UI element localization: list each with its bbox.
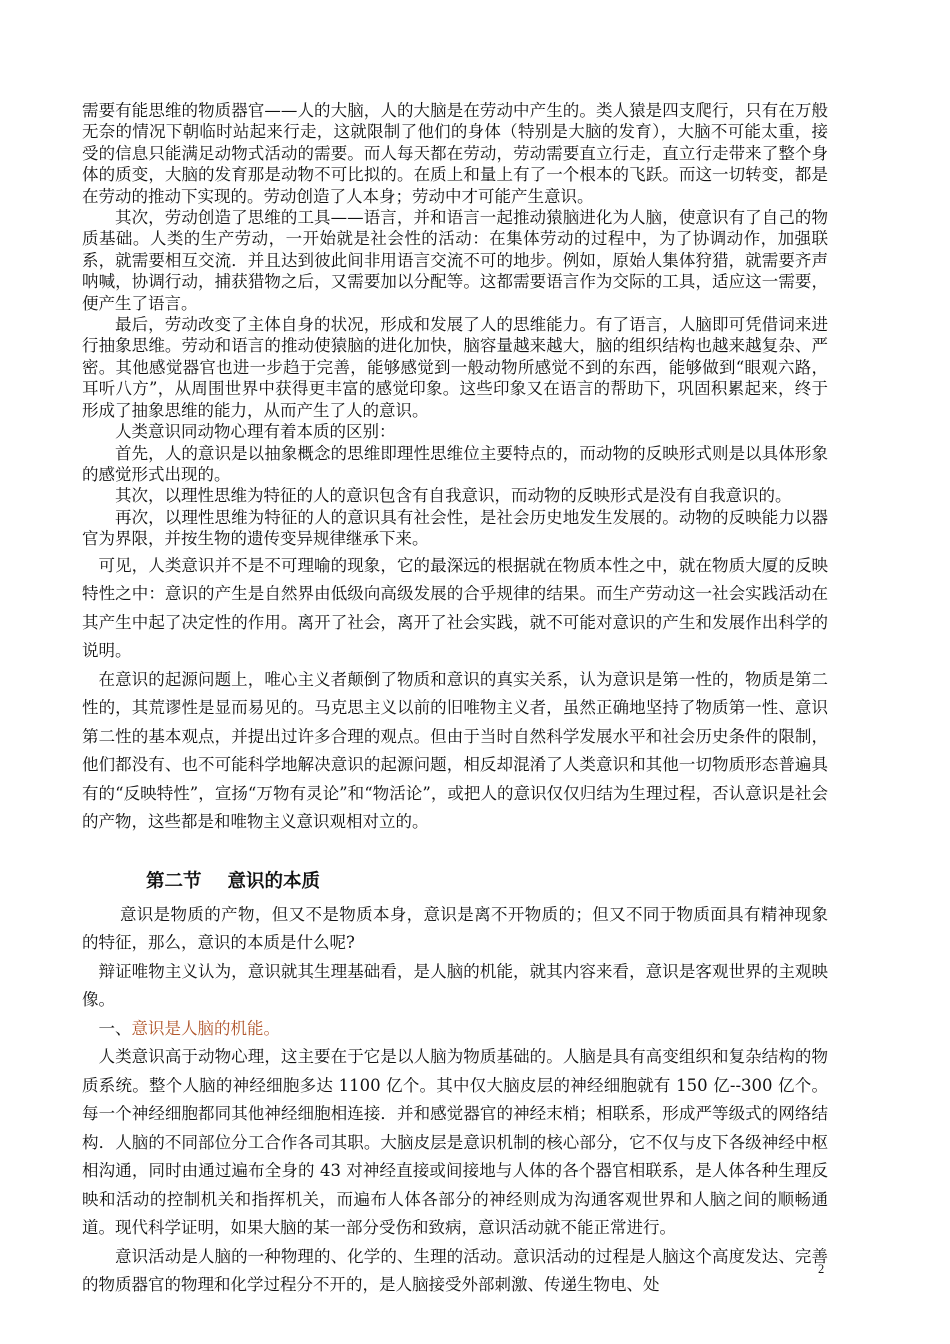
section-number: 第二节 (146, 870, 202, 892)
section-heading (82, 869, 828, 895)
section-title: 意识的本质 (227, 870, 321, 892)
body-paragraph: 人类意识同动物心理有着本质的区别： (115, 422, 396, 442)
body-paragraph: 可见，人类意识并不是不可理喻的现象，它的最深远的根据就在物质本性之中，就在物质大厦的反映特性之中：意识的产生是自然界由低级向高级发展的合乎规律的结果。而生产劳动这一社会实践活动在其产生中起了决定性的作用。离开了社会，离开了社会实践，就不可能对意识的产生和发展作出科学的说明。 (82, 555, 828, 661)
body-paragraph: 需要有能思维的物质器官——人的大脑，人的大脑是在劳动中产生的。类人猿是四支爬行，只有在万般无奈的情况下朝临时站起来行走，这就限制了他们的身体（特别是大脑的发育），大脑不可能太重，接受的信息只能满足动物式活动的需要。而人每天都在劳动，劳动需要直立行走，直立行走带来了整个身体的质变，大脑的发育那是动物不可比拟的。在质上和量上有了一个根本的飞跃。而这一切转变，都是在劳动的推动下实现的。劳动创造了人本身；劳动中才可能产生意识。 (82, 101, 828, 206)
page-number: 2 (818, 1262, 825, 1276)
document-body (82, 100, 828, 1300)
body-paragraph: 在意识的起源问题上，唯心主义者颠倒了物质和意识的真实关系，认为意识是第一性的，物质是第二性的，其荒谬性是显而易见的。马克思主义以前的旧唯物主义者，虽然正确地坚持了物质第一性、意识第二性的基本观点，并提出过许多合理的观点。但由于当时自然科学发展水平和社会历史条件的限制，他们都没有、也不可能科学地解决意识的起源问题，相反却混淆了人类意识和其他一切物质形态普遍具有的“反映特性”，宣扬“万物有灵论”和“物活论”，或把人的意识仅仅归结为生理过程，否认意识是社会的产物，这些都是和唯物主义意识观相对立的。 (82, 669, 828, 832)
subheading-prefix: 一、 (98, 1018, 132, 1038)
subheading-title: 意识是人脑的机能。 (131, 1018, 280, 1038)
body-paragraph: 辩证唯物主义认为，意识就其生理基础看，是人脑的机能，就其内容来看，意识是客观世界的主观映像。 (82, 961, 828, 1010)
body-paragraph: 意识是物质的产物，但又不是物质本身，意识是离不开物质的；但又不同于物质面具有精神现象的特征，那么，意识的本质是什么呢? (82, 904, 828, 953)
body-paragraph: 其次，劳动创造了思维的工具——语言，并和语言一起推动猿脑进化为人脑，使意识有了自己的物质基础。人类的生产劳动，一开始就是社会性的活动：在集体劳动的过程中，为了协调动作，加强联系，就需要相互交流．并且达到彼此间非用语言交流不可的地步。例如，原始人集体狩猎，就需要齐声呐喊，协调行动，捕获猎物之后，又需要加以分配等。这都需要语言作为交际的工具，适应这一需要，便产生了语言。 (82, 208, 828, 313)
body-paragraph: 首先，人的意识是以抽象概念的思维即理性思维位主要特点的，而动物的反映形式则是以具体形象的感觉形式出现的。 (82, 443, 828, 484)
body-paragraph: 意识活动是人脑的一种物理的、化学的、生理的活动。意识活动的过程是人脑这个高度发达、完善的物质器官的物理和化学过程分不开的，是人脑接受外部刺激、传递生物电、处 (82, 1246, 828, 1295)
body-paragraph: 最后，劳动改变了主体自身的状况，形成和发展了人的思维能力。有了语言，人脑即可凭借词来进行抽象思维。劳动和语言的推动使猿脑的进化加快，脑容量越来越大，脑的组织结构也越来越复杂、严密。其他感觉器官也进一步趋于完善，能够感觉到一般动物所感觉不到的东西，能够做到“眼观六路，耳听八方”，从周围世界中获得更丰富的感觉印象。这些印象又在语言的帮助下，巩固积累起来，终于形成了抽象思维的能力，从而产生了人的意识。 (82, 315, 828, 420)
body-paragraph: 再次，以理性思维为特征的人的意识具有社会性，是社会历史地发生发展的。动物的反映能力以器官为界限，并按生物的遗传变异规律继承下来。 (82, 507, 828, 549)
subheading (82, 1015, 828, 1044)
body-paragraph: 其次，以理性思维为特征的人的意识包含有自我意识，而动物的反映形式是没有自我意识的。 (115, 486, 792, 506)
body-paragraph: 人类意识高于动物心理，这主要在于它是以人脑为物质基础的。人脑是具有高变组织和复杂结构的物质系统。整个人脑的神经细胞多达 1100 亿个。其中仅大脑皮层的神经细胞就有 150 亿--300 亿个。每一个神经细胞都同其他神经细胞相连接．并和感觉器官的神经末梢；相联系，形成严等级式的网络结构．人脑的不同部位分工合作各司其职。大脑皮层是意识机制的核心部分，它不仅与皮下各级神经中枢相沟通，同时由通过遍布全身的 43 对神经直接或间接地与人体的各个器官相联系，是人体各种生理反映和活动的控制机关和指挥机关，而遍布人体各部分的神经则成为沟通客观世界和人脑之间的顺畅通道。现代科学证明，如果大脑的某一部分受伤和致病，意识活动就不能正常进行。 (82, 1047, 828, 1238)
